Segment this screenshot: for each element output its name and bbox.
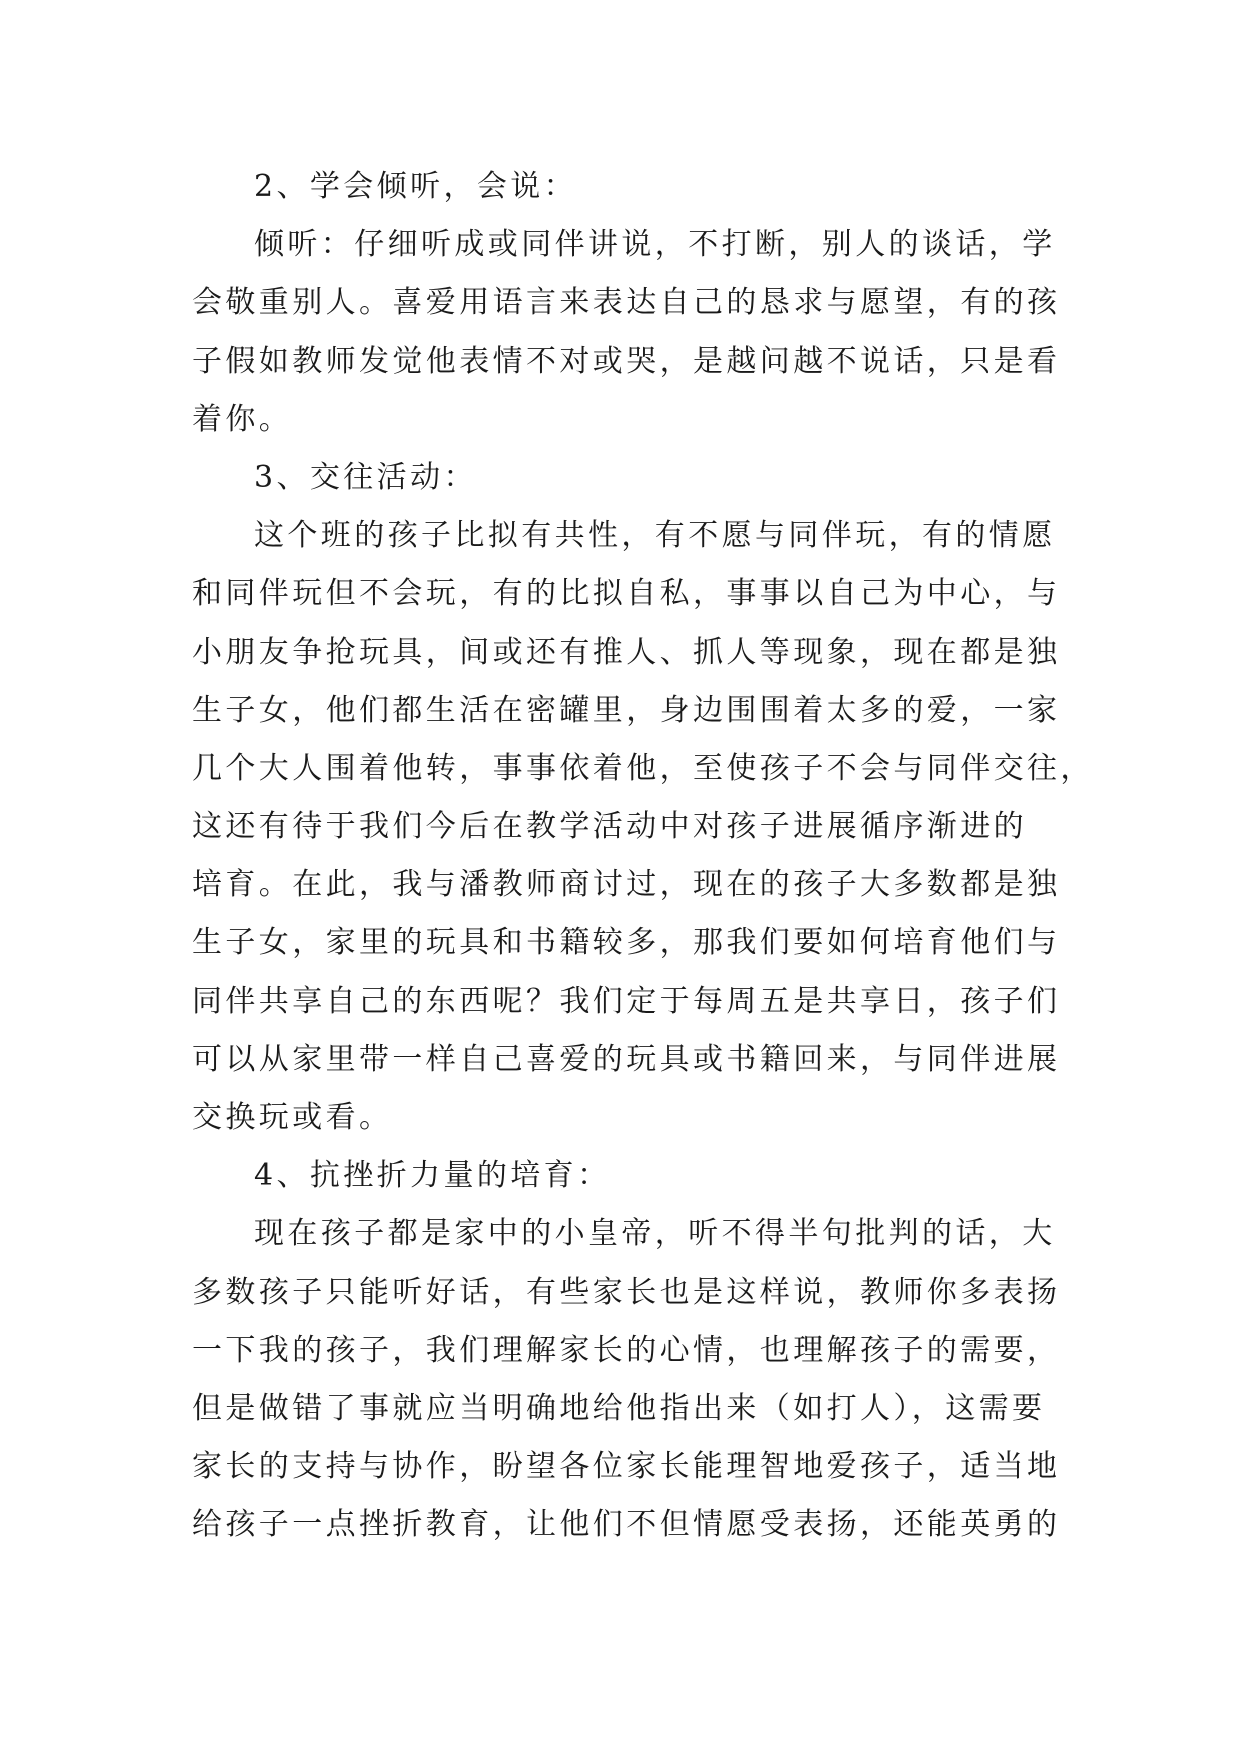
text-line: 小朋友争抢玩具，间或还有推人、抓人等现象，现在都是独 xyxy=(192,634,1061,670)
text-line: 会敬重别人。喜爱用语言来表达自己的恳求与愿望，有的孩 xyxy=(192,285,1061,321)
text-line: 同伴共享自己的东西呢？我们定于每周五是共享日，孩子们 xyxy=(192,983,1061,1019)
text-line: 和同伴玩但不会玩，有的比拟自私，事事以自己为中心，与 xyxy=(192,576,1061,612)
text-line: 倾听：仔细听成或同伴讲说，不打断，别人的谈话，学 xyxy=(254,227,1056,263)
text-line: 但是做错了事就应当明确地给他指出来（如打人），这需要 xyxy=(192,1390,1046,1426)
text-line: 3、交往活动： xyxy=(254,459,477,495)
text-line: 生子女，他们都生活在密罐里，身边围围着太多的爱，一家 xyxy=(192,692,1061,728)
text-line: 子假如教师发觉他表情不对或哭，是越问越不说话，只是看 xyxy=(192,343,1061,379)
document-body xyxy=(192,158,1094,1555)
text-line: 交换玩或看。 xyxy=(192,1100,393,1135)
text-line: 可以从家里带一样自己喜爱的玩具或书籍回来，与同伴进展 xyxy=(192,1041,1061,1077)
text-line: 生子女，家里的玩具和书籍较多，那我们要如何培育他们与 xyxy=(192,925,1061,961)
text-line: 家长的支持与协作，盼望各位家长能理智地爱孩子，适当地 xyxy=(192,1449,1061,1485)
text-line: 这还有待于我们今后在教学活动中对孩子进展循序渐进的 xyxy=(192,809,1027,845)
text-line: 几个大人围着他转，事事依着他，至使孩子不会与同伴交往， xyxy=(192,750,1094,786)
text-line: 着你。 xyxy=(192,401,293,437)
text-line: 一下我的孩子，我们理解家长的心情，也理解孩子的需要， xyxy=(192,1332,1061,1368)
text-line: 4、抗挫折力量的培育： xyxy=(254,1158,611,1194)
text-line: 多数孩子只能听好话，有些家长也是这样说，教师你多表扬 xyxy=(192,1274,1061,1310)
text-line: 这个班的孩子比拟有共性，有不愿与同伴玩，有的情愿 xyxy=(254,518,1056,554)
text-line: 给孩子一点挫折教育，让他们不但情愿受表扬，还能英勇的 xyxy=(192,1507,1061,1543)
text-line: 培育。在此，我与潘教师商讨过，现在的孩子大多数都是独 xyxy=(192,867,1061,903)
text-line: 2、学会倾听，会说： xyxy=(254,169,578,204)
text-line: 现在孩子都是家中的小皇帝，听不得半句批判的话，大 xyxy=(254,1216,1056,1252)
